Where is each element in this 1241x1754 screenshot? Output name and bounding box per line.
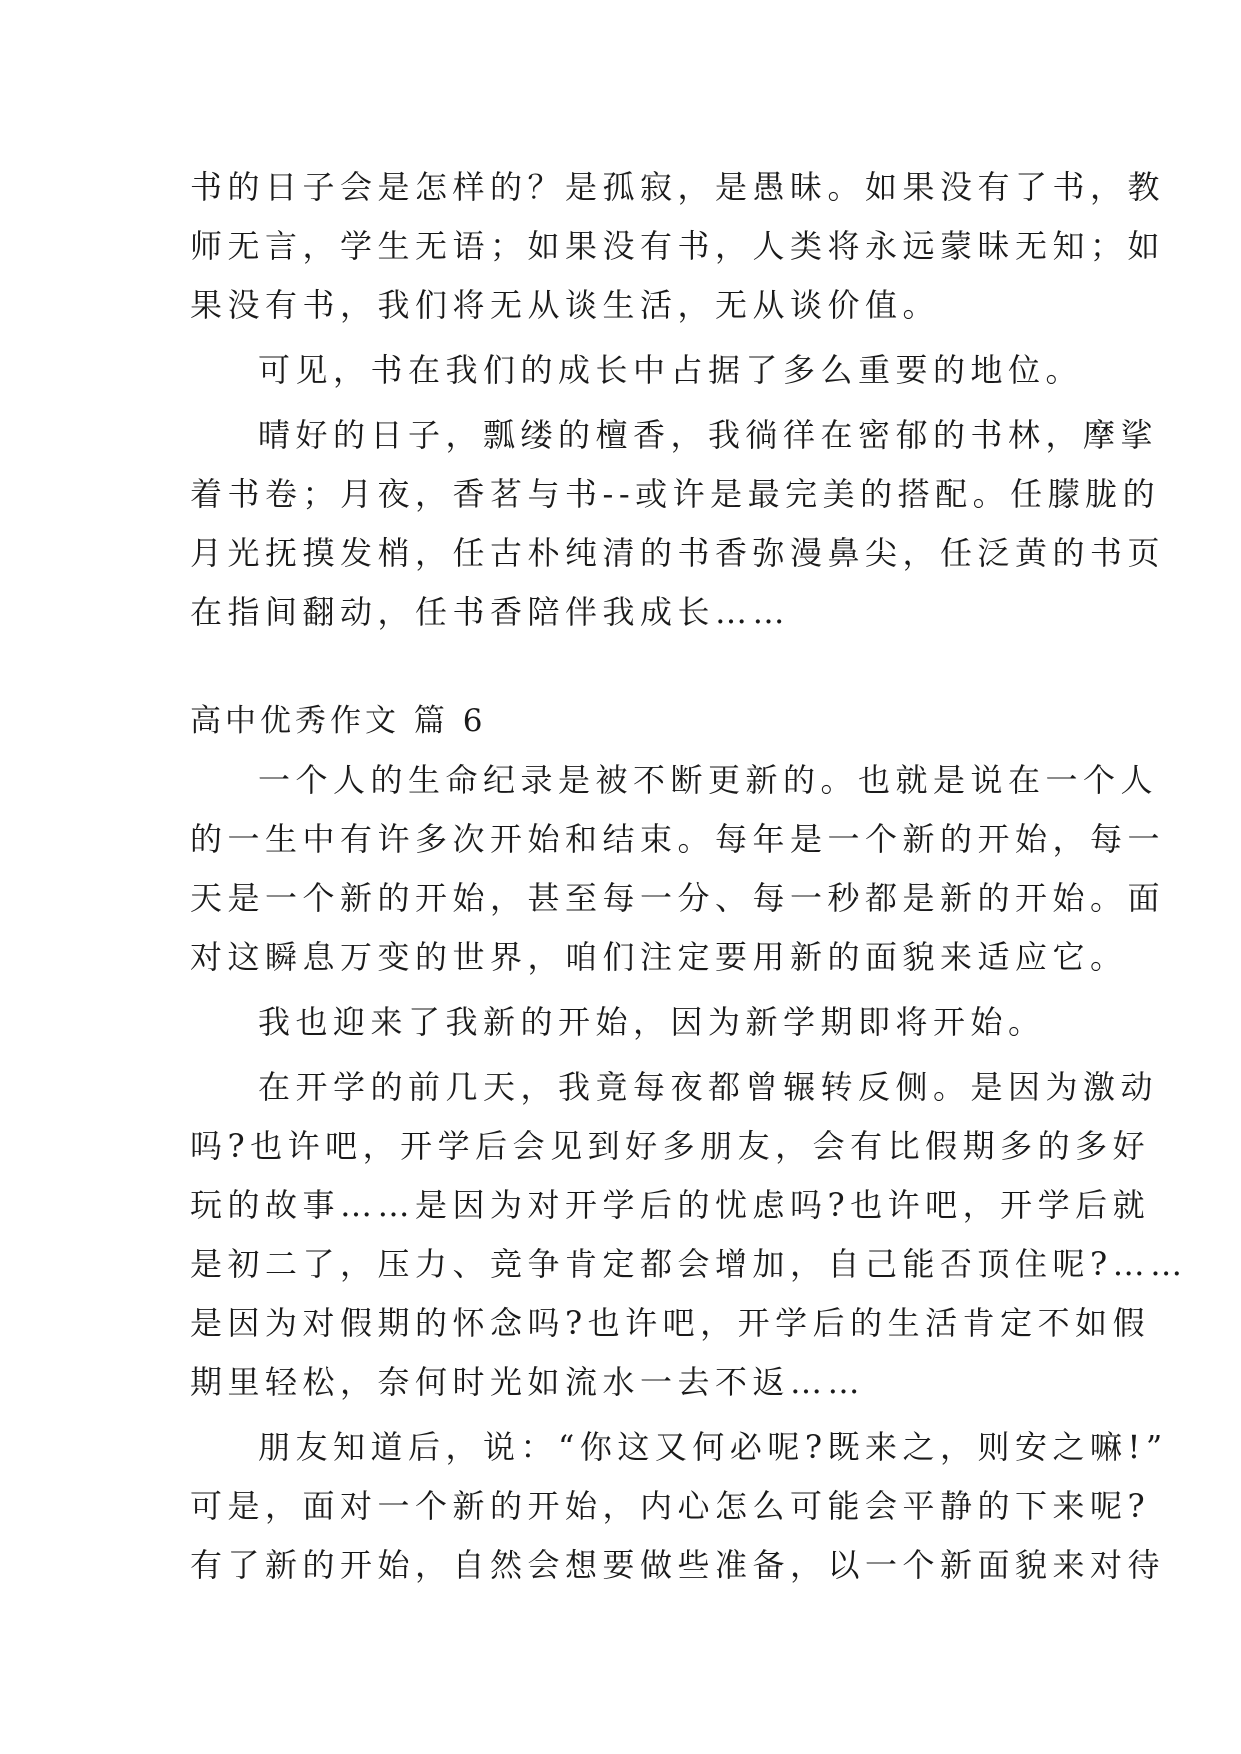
text-line: 在指间翻动，任书香陪伴我成长…… (190, 593, 791, 631)
text-line: 在开学的前几天，我竟每夜都曾辗转反侧。是因为激动 (258, 1068, 1159, 1106)
text-line: 一个人的生命纪录是被不断更新的。也就是说在一个人 (258, 761, 1159, 799)
text-line: 书的日子会是怎样的？是孤寂，是愚昧。如果没有了书，教 (190, 168, 1166, 206)
text-line: 可见，书在我们的成长中占据了多么重要的地位。 (258, 351, 1084, 389)
paragraph (190, 158, 1166, 335)
paragraph (190, 341, 1084, 400)
paragraph (190, 1418, 1168, 1595)
text-line: 师无言，学生无语；如果没有书，人类将永远蒙昧无知；如 (190, 227, 1166, 265)
text-line: 期里轻松，奈何时光如流水一去不返…… (190, 1363, 866, 1401)
paragraph (190, 993, 1060, 1052)
text-line: 是因为对假期的怀念吗?也许吧，开学后的生活肯定不如假 (190, 1304, 1151, 1342)
text-line: 果没有书，我们将无从谈生活，无从谈价值。 (190, 286, 941, 324)
text-line: 对这瞬息万变的世界，咱们注定要用新的面貌来适应它。 (190, 938, 1128, 976)
paragraph (190, 1058, 1188, 1412)
text-line: 晴好的日子，瓢缕的檀香，我徜徉在密郁的书林，摩挲 (258, 416, 1159, 454)
text-line: 玩的故事……是因为对开学后的忧虑吗?也许吧，开学后就 (190, 1186, 1151, 1224)
text-line: 朋友知道后，说：“你这又何必呢?既来之，则安之嘛!” (258, 1428, 1168, 1466)
text-line: 我也迎来了我新的开始，因为新学期即将开始。 (258, 1003, 1046, 1041)
text-line: 月光抚摸发梢，任古朴纯清的书香弥漫鼻尖，任泛黄的书页 (190, 534, 1166, 572)
text-line: 是初二了，压力、竞争肯定都会增加，自己能否顶住呢?…… (190, 1245, 1188, 1283)
text-line: 着书卷；月夜，香茗与书--或许是最完美的搭配。任朦胧的 (190, 475, 1161, 513)
text-line: 天是一个新的开始，甚至每一分、每一秒都是新的开始。面 (190, 879, 1166, 917)
text-line: 的一生中有许多次开始和结束。每年是一个新的开始，每一 (190, 820, 1166, 858)
paragraph (190, 406, 1166, 642)
section-heading: 高中优秀作文 篇 6 (190, 703, 487, 739)
document-body (190, 158, 1188, 1595)
text-line: 有了新的开始，自然会想要做些准备，以一个新面貌来对待 (190, 1546, 1166, 1584)
paragraph (190, 751, 1166, 987)
text-line: 吗?也许吧，开学后会见到好多朋友，会有比假期多的多好 (190, 1127, 1151, 1165)
text-line: 可是，面对一个新的开始，内心怎么可能会平静的下来呢? (190, 1487, 1151, 1525)
